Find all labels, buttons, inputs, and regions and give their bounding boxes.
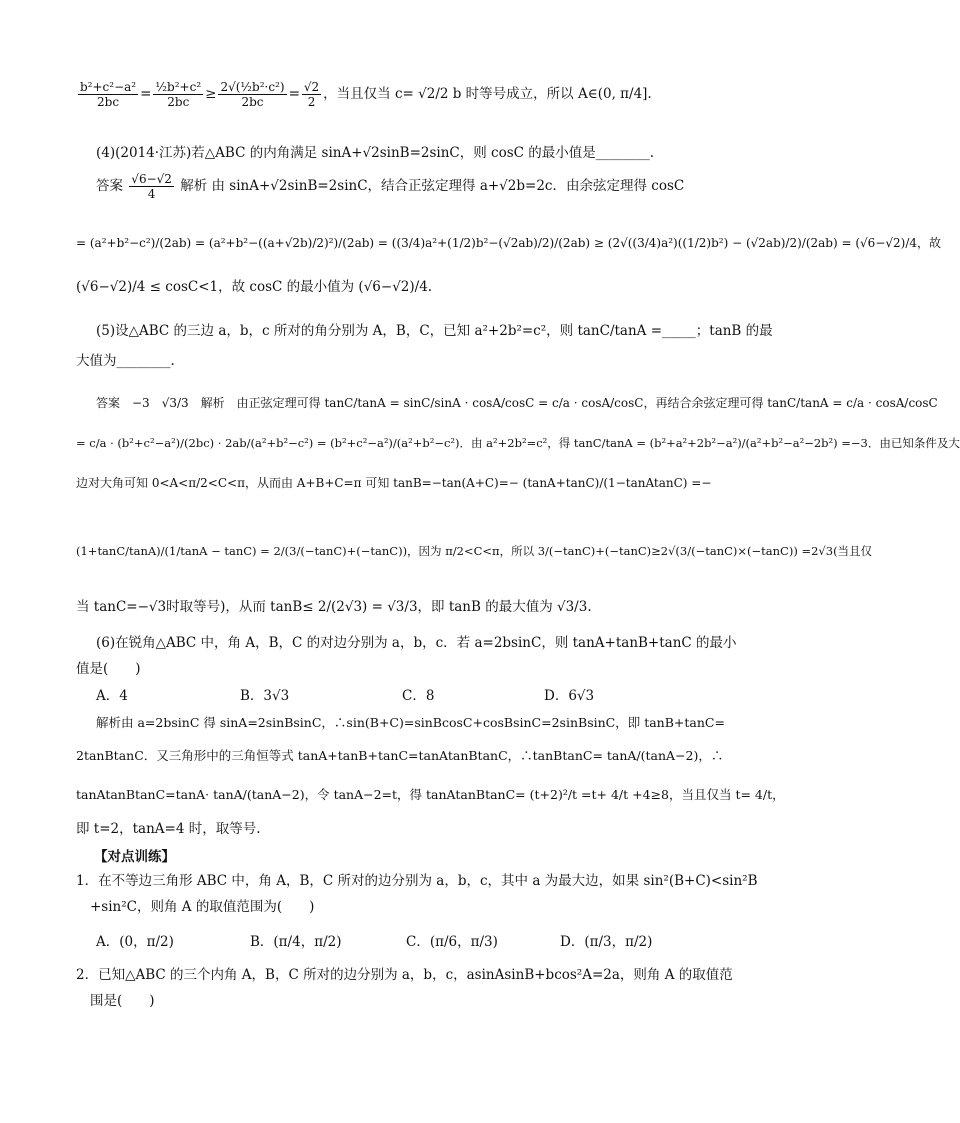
question-6-line-2: 值是( )	[76, 661, 141, 677]
q5-answer-line-3: 边对大角可知 0<A<π/2<C<π，从而由 A+B+C=π 可知 tanB=−tan(A+C)=− (tanA+tanC)/(1−tanAtanC) =−	[76, 476, 712, 490]
practice-header: 【对点训练】	[94, 849, 175, 865]
q6-answer-line-4: 即 t=2，tanA=4 时，取等号.	[76, 821, 261, 837]
q5-answer-line-1: 答案 −3 √3/3 解析 由正弦定理可得 tanC/tanA = sinC/sinA · cosA/cosC = c/a · cosA/cosC，再结合余弦定理可得 tanC/tanA = c/a · cosA/cosC	[96, 396, 938, 410]
q5-answer-line-5: 当 tanC=−√3时取等号)，从而 tanB≤ 2/(2√3) = √3/3，即 tanB 的最大值为 √3/3.	[76, 599, 592, 615]
fraction: $\frac{\text{½b²+c²}}{2bc}$	[155, 80, 202, 109]
practice-2-line-2: 围是( )	[90, 993, 155, 1009]
q5-answer-line-4: (1+tanC/tanA)/(1/tanA − tanC) = 2/(3/(−tanC)+(−tanC))，因为 π/2<C<π，所以 3/(−tanC)+(−tanC)≥2√(3/(−tanC)×(−tanC)) =2√3(当且仅	[76, 544, 873, 558]
q5-answer-line-2: = c/a · (b²+c²−a²)/(2bc) · 2ab/(a²+b²−c²) = (b²+c²−a²)/(a²+b²−c²)．由 a²+2b²=c²，得 tanC/tanA = (b²+a²+2b²−a²)/(a²+b²−a²−2b²) =−3．由已知条件及大	[76, 436, 960, 450]
practice-1-line-2: +sin²C，则角 A 的取值范围为( )	[90, 899, 315, 915]
option-c: C．8	[402, 688, 435, 704]
q6-answer-line-3: tanAtanBtanC=tanA· tanA/(tanA−2)，令 tanA−2=t，得 tanAtanBtanC= (t+2)²/t =t+ 4/t +4≥8，当且仅当 t= 4/t，	[76, 787, 785, 802]
practice-1-option-a: A．(0，π/2)	[96, 934, 174, 950]
question-5-line-2: 大值为________.	[76, 353, 175, 369]
option-d: D．6√3	[544, 688, 595, 704]
fraction: $\frac{\text{2√(½b²·c²)}}{2bc}$	[220, 80, 285, 109]
answer-fraction: $\frac{√6-√2}{4}$	[131, 172, 172, 201]
practice-1-option-d: D．(π/3，π/2)	[560, 934, 653, 950]
practice-2-line-1: 2．已知△ABC 的三个内角 A，B，C 所对的边分别为 a，b，c，asinAsinB+bcos²A=2a，则角 A 的取值范	[76, 967, 733, 983]
question-4: (4)(2014·江苏)若△ABC 的内角满足 sinA+√2sinB=2sinC，则 cosC 的最小值是________.	[96, 145, 655, 161]
option-a: A．4	[96, 688, 128, 704]
question-5-line-1: (5)设△ABC 的三边 a，b，c 所对的角分别为 A，B，C，已知 a²+2b²=c²，则 tanC/tanA =_____；tanB 的最	[96, 323, 773, 339]
practice-1-option-c: C．(π/6，π/3)	[406, 934, 498, 950]
fraction: $\frac{\text{b²+c²−a²}}{2bc}$	[80, 80, 137, 109]
q4-derivation-line: = (a²+b²−c²)/(2ab) = (a²+b²−((a+√2b)/2)²)/(2ab) = ((3/4)a²+(1/2)b²−(√2ab)/2)/(2ab) ≥ (2√((3/4)a²)((1/2)b²) − (√2ab)/2)/(2ab) = (√6−√2)/4，故	[76, 236, 942, 250]
practice-1-line-1: 1．在不等边三角形 ABC 中，角 A，B，C 所对的边分别为 a，b，c，其中 a 为最大边，如果 sin²(B+C)<sin²B	[76, 873, 758, 889]
fraction: $\frac{√2}{2}$	[303, 80, 320, 109]
solution-line-1: $\frac{\text{b²+c²−a²}}{2bc}$ = $\frac{\text{½b²+c²}}{2bc}$ ≥ $\frac{\text{2√(½b²·c²)}}{2bc}$ = $\frac{√2}{2}$ ，当且仅当 c= √2/2 b 时等号成立，所以 A∈(0, π/4].	[80, 80, 652, 109]
q6-answer-line-2: 2tanBtanC．又三角形中的三角恒等式 tanA+tanB+tanC=tanAtanBtanC，∴tanBtanC= tanA/(tanA−2)，∴	[76, 748, 724, 763]
q4-conclusion-line: (√6−√2)/4 ≤ cosC<1，故 cosC 的最小值为 (√6−√2)/4.	[76, 279, 433, 295]
question-6-line-1: (6)在锐角△ABC 中，角 A，B，C 的对边分别为 a，b，c．若 a=2bsinC，则 tanA+tanB+tanC 的最小	[96, 635, 737, 651]
q4-answer-line: 答案 $\frac{√6-√2}{4}$ 解析 由 sinA+√2sinB=2sinC，结合正弦定理得 a+√2b=2c．由余弦定理得 cosC	[96, 172, 685, 201]
option-b: B．3√3	[240, 688, 290, 704]
practice-1-option-b: B．(π/4，π/2)	[250, 934, 342, 950]
q6-answer-line-1: 解析由 a=2bsinC 得 sinA=2sinBsinC，∴sin(B+C)=sinBcosC+cosBsinC=2sinBsinC，即 tanB+tanC=	[96, 715, 725, 730]
